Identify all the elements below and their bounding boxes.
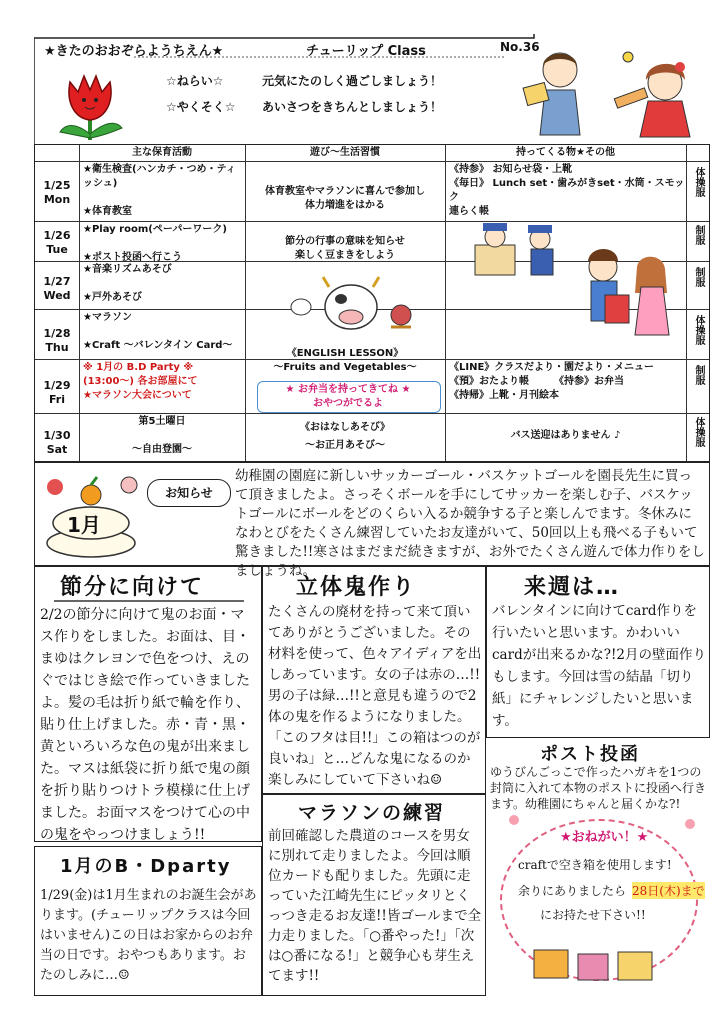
- request-text-1: craftで空き箱を使用します!: [518, 858, 672, 872]
- postal-illustration: [455, 215, 685, 355]
- announcement-text: 幼稚園の園庭に新しいサッカーゴール・バスケットゴールを園長先生に買って頂きましたよ。さっそくボールを手にしてサッカーを楽しむ子、バスケットゴールにボールをどのくらい入るか競争する子と楽しんでます。冬休みになわとびをたくさん練習していたお友達がいて、50回以上も飛べる子もいて驚きました!!寒さはまだまだ続きますが、お外でたくさん遊んで体力作りをしましょうね。: [235, 468, 705, 579]
- bring-items-bottom: 《LINE》クラスだより・園だより・メニュー 《預》おたより帳 《持参》お弁当 《持帰》上靴・月刊絵本: [449, 362, 654, 401]
- bus-note: バス送迎はありません ♪: [510, 430, 621, 441]
- post-title: ポスト投函: [540, 744, 640, 765]
- tulip-illustration: [50, 62, 130, 142]
- row-activity: ★衛生検査(ハンカチ・つめ・ティッシュ) ★体育教室: [83, 164, 236, 217]
- row-uniform: 制服: [693, 365, 704, 385]
- row-activity: 第5土曜日 ～自由登園～: [132, 416, 192, 455]
- row-activity: ★音楽リズムあそび ★戸外あそび: [83, 264, 172, 303]
- request-title: ★おねがい！★: [560, 830, 649, 845]
- setsubun-title: 節分に向けて: [60, 575, 205, 600]
- setsubun-goal-text: 節分の行事の意味を知らせ 楽しく豆まきをしよう: [285, 236, 405, 261]
- row-date: 1/30 Sat: [43, 429, 71, 456]
- bring-items-top: 《持参》 お知らせ袋・上靴 《毎日》 Lunch set・歯みがきset・水筒・スモック 連らく帳: [449, 164, 685, 217]
- oni-making-text: たくさんの廃材を持って来て頂いてありがとうございました。その材料を使って、色々アイディアを出しあっています。女の子は赤の…!!男の子は緑…!!と意見も違うので2体の鬼を作るようになりました。「このフタは目!!」この箱はつのが良いね」と…どんな鬼になるのか楽しみにしていて下さいね☺: [268, 604, 482, 788]
- row-activity: ★Play room(ペーパーワーク) ★ポスト投函へ行こう: [83, 224, 227, 263]
- aim-label: ☆ねらい☆: [166, 74, 224, 88]
- row-uniform: 体操服: [693, 167, 704, 197]
- request-text-3: にお持たせ下さい!!: [540, 908, 646, 922]
- next-week-text: バレンタインに向けてcard作りを行いたいと思います。かわいいcardが出来るかな?!2月の壁面作りもします。今回は雪の結晶「切り紙」にチャレンジしたいと思います。: [492, 603, 706, 729]
- request-text-2: 余りにありましたら: [518, 884, 627, 898]
- row-activity: ※ 1月の B.D Party ※ (13:00～) 各お部屋にて ★マラソン大会について: [83, 362, 198, 401]
- birthday-text: 1/29(金)は1月生まれのお誕生会があります。(チューリップクラスは今回はいません)この日はお家からのお弁当の日です。おやつもあります。おたのしみに…☺: [40, 888, 257, 983]
- request-deadline: 28日(木)まで: [632, 884, 705, 898]
- class-label: チューリップ Class: [306, 44, 426, 59]
- row-activity: ★マラソン ★Craft ～バレンタイン Card～: [83, 312, 233, 351]
- new-year-kids-illustration: [520, 45, 710, 140]
- school-name: ★きたのおおぞらようちえん★: [44, 44, 224, 59]
- english-lesson-topic: ～Fruits and Vegetables～: [273, 362, 417, 373]
- story-play-title: 《おはなしあそび》: [299, 422, 391, 433]
- month-badge: 1月: [67, 513, 101, 537]
- issue-number: No.36: [500, 40, 540, 54]
- row-date: 1/28 Thu: [43, 327, 71, 354]
- row-date: 1/26 Tue: [43, 229, 71, 256]
- play-goal-text: 体育教室やマラソンに喜んで参加し 体力増進をはかる: [265, 186, 425, 211]
- announcement-section: [34, 462, 710, 579]
- col-header-bring: 持ってくる物★その他: [516, 147, 615, 158]
- marathon-title: マラソンの練習: [298, 802, 446, 824]
- setsubun-text: 2/2の節分に向けて鬼のお面・マス作りをしました。お面は、目・まゆはクレヨンで色をつけ、えのぐではじき絵で作っていきましたよ。髪の毛は折り紙で輪を作り、貼り仕上げました。赤・青・黒・黄といろいろな色の鬼が出来ました。マスは紙袋に折り紙で鬼の顔を折り貼りつけトラ模様に仕上げました。お面マスをつけて心の中の鬼をやっつけましょう!!: [40, 607, 250, 843]
- row-date: 1/25 Mon: [43, 179, 71, 206]
- aim-text: 元気にたのしく過ごしましょう！: [262, 74, 443, 88]
- promise-label: ☆やくそく☆: [166, 100, 236, 114]
- promise-text: あいさつをきちんとしましょう！: [262, 100, 443, 114]
- col-header-activity: 主な保育活動: [132, 147, 192, 158]
- english-lesson-title: 《ENGLISH LESSON》: [286, 348, 404, 359]
- announcement-title: お知らせ: [147, 479, 231, 507]
- marathon-text: 前回確認した農道のコースを男女に別れて走りましたよ。今回は順位カードも配りました。先頭に走っていた江崎先生にピッタリとくっつき走るお友達!!皆ゴールまで全力走りました。「○番やった!」「次は○番になる!」と競争心も芽生えてます!!: [268, 828, 482, 984]
- row-uniform: 制服: [693, 225, 704, 245]
- oni-making-title: 立体鬼作り: [296, 575, 417, 600]
- row-uniform: 体操服: [693, 315, 704, 345]
- weekly-schedule-table: [34, 144, 710, 462]
- row-date: 1/27 Wed: [43, 275, 71, 302]
- row-uniform: 体操服: [693, 417, 704, 447]
- next-week-title: 来週は…: [524, 575, 621, 600]
- row-date: 1/29 Fri: [43, 379, 71, 406]
- story-play-topic: ～お正月あそび～: [305, 440, 385, 451]
- col-header-play: 遊び～生活習慣: [310, 147, 380, 158]
- birthday-title: 1月のB・Dparty: [60, 856, 232, 877]
- row-uniform: 制服: [693, 267, 704, 287]
- cow-illustration: [271, 267, 431, 337]
- post-text: ゆうびんごっこで作ったハガキを1つの封筒に入れて本物のポストに投函へ行きます。幼稚園にちゃんと届くかな?!: [490, 765, 707, 811]
- lunch-note: ★ お弁当を持ってきてね ★ おやつがでるよ: [285, 384, 411, 409]
